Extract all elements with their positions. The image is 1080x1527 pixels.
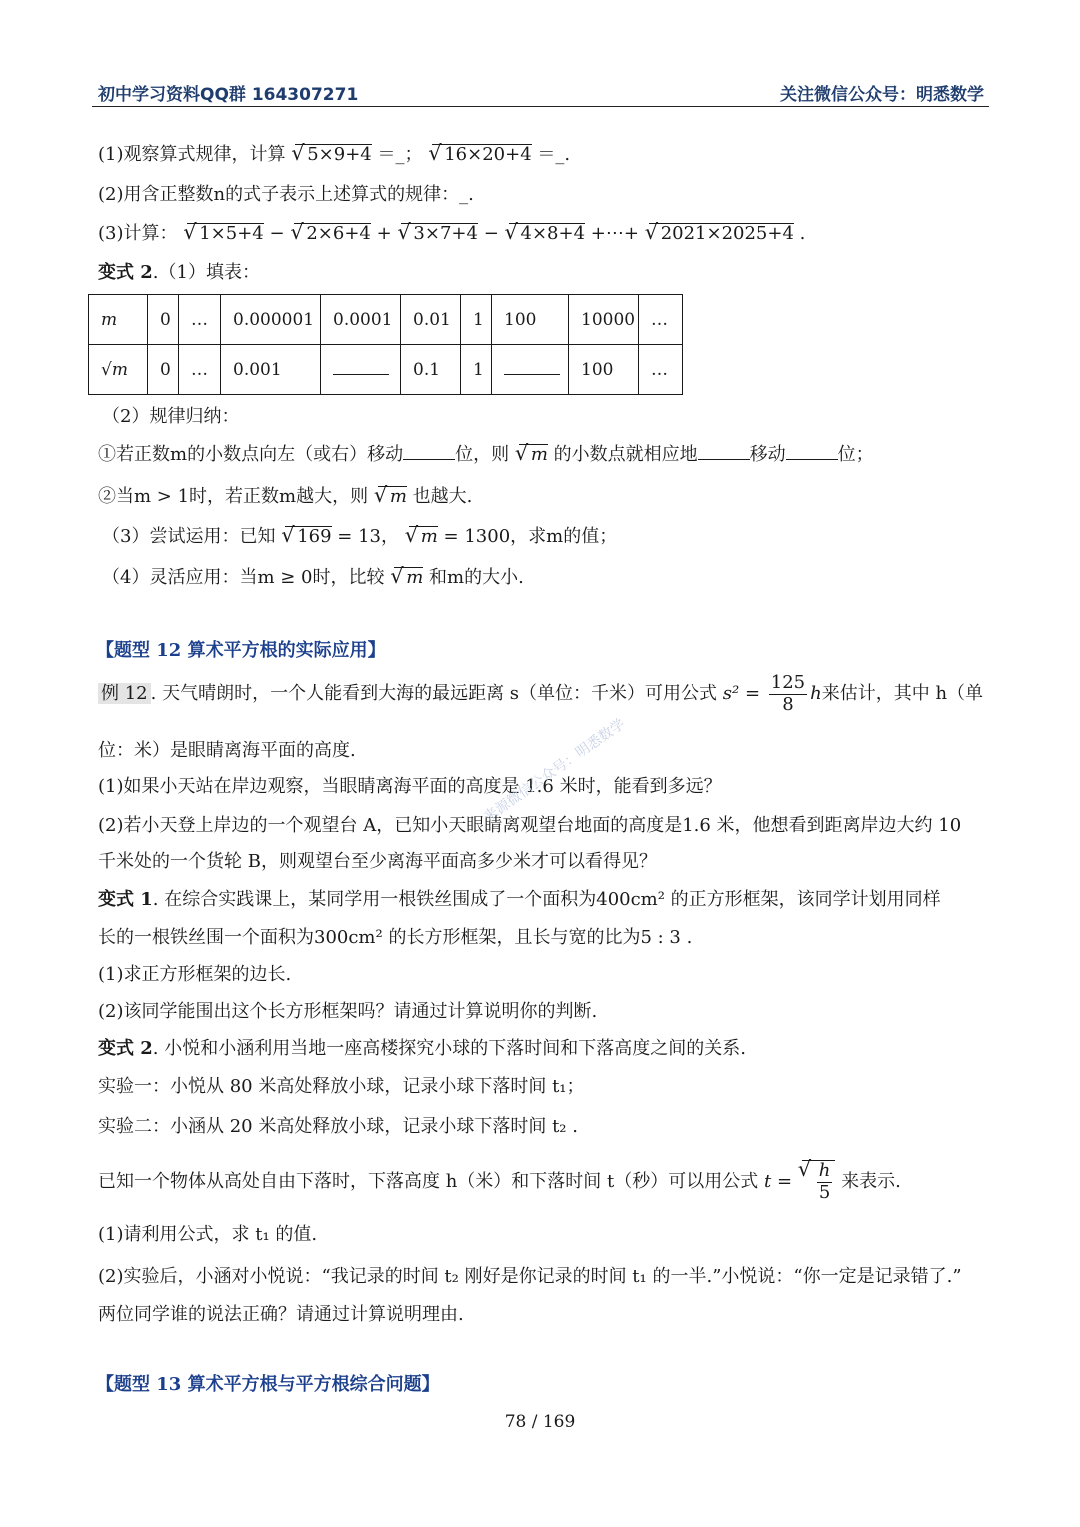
radical [802, 1160, 836, 1203]
fill-table [88, 294, 683, 395]
example12-q1: (1)如果小天站在岸边观察，当眼睛离海平面的高度是 1.6 米时，能看到多远？ [98, 776, 722, 797]
variant1-line1: 变式 1. 在综合实践课上，某同学用一根铁丝围成了一个面积为400cm² 的正方形框架，该同学计划用同样 [98, 889, 941, 910]
table-cell: 100 [492, 295, 569, 345]
variant2b-q2a: (2)实验后，小涵对小悦说：“我记录的时间 t₂ 刚好是你记录的时间 t₁ 的一半.”小悦说：“你一定是记录错了.” [98, 1266, 962, 1287]
table-cell: … [639, 345, 683, 395]
example-label: 例 12 [98, 683, 151, 704]
variant2-rule1: ①若正数m的小数点向左（或右）移动 位，则 √ m 的小数点就相应地 移动 位； [98, 440, 874, 466]
answer-blank [698, 445, 750, 460]
example12-line2: 位：米）是眼睛离海平面的高度. [98, 740, 356, 761]
variant1-q1: (1)求正方形框架的边长. [98, 964, 292, 985]
radical: √ m [394, 567, 423, 589]
table-cell: 0 [148, 345, 179, 395]
section-13-title: 【题型 13 算术平方根与平方根综合问题】 [96, 1374, 440, 1395]
q1-part2: (2)用含正整数n的式子表示上述算式的规律：_. [98, 184, 474, 205]
table-row [89, 295, 683, 345]
table-cell: 0.0001 [321, 295, 401, 345]
answer-blank [333, 362, 389, 375]
table-cell: m [89, 295, 148, 345]
variant2-part2-title: （2）规律归纳： [102, 406, 240, 427]
table-cell: 0 [148, 295, 179, 345]
table-cell: … [179, 345, 221, 395]
header-left: 初中学习资料QQ群 164307271 [98, 85, 359, 105]
table-cell: 0.001 [221, 345, 321, 395]
table-cell: 0.1 [401, 345, 461, 395]
example12-q2b: 千米处的一个货轮 B，则观望台至少离海平面高多少米才可以看得见？ [98, 851, 657, 872]
watermark: 来源微信公众号：明悉数学 [481, 716, 628, 826]
section-12-title: 【题型 12 算术平方根的实际应用】 [96, 640, 386, 661]
answer-blank [504, 362, 560, 375]
answer-blank [786, 445, 838, 460]
header-right: 关注微信公众号：明悉数学 [780, 85, 984, 105]
example12-line1: 例 12 . 天气晴朗时，一个人能看到大海的最远距离 s（单位：千米）可用公式 s² = $\frac{125}{8}$ h来估计，其中 h（单 [98, 673, 983, 715]
radical: √ 5×9+4 [295, 144, 372, 166]
radical: √ m [409, 526, 438, 548]
radical: √ 1×5+4 [187, 223, 264, 245]
table-cell: 1 [461, 295, 492, 345]
variant1-q2: (2)该同学能围出这个长方形框架吗？请通过计算说明你的判断. [98, 1001, 598, 1022]
table-row [89, 345, 683, 395]
table-cell: 1 [461, 345, 492, 395]
radical: √ 2021×2025+4 [649, 223, 794, 245]
variant2b-exp1: 实验一：小悦从 80 米高处释放小球，记录小球下落时间 t₁； [98, 1076, 585, 1097]
radical: √ 169 [285, 526, 331, 548]
table-cell: 10000 [569, 295, 639, 345]
q1-part3: (3)计算： √ 1×5+4 − √ 2×6+4 + √ 3×7+4 − √ 4×8+4 +⋯+ √ 2021×2025+4 . [98, 219, 805, 245]
table-cell: √m [89, 345, 148, 395]
table-cell-blank [492, 345, 569, 395]
table-cell: 0.000001 [221, 295, 321, 345]
variant2b-line1: 变式 2. 小悦和小涵利用当地一座高楼探究小球的下落时间和下落高度之间的关系. [98, 1038, 746, 1059]
variant2b-q2b: 两位同学谁的说法正确？请通过计算说明理由. [98, 1304, 464, 1325]
variant2b-exp2: 实验二：小涵从 20 米高处释放小球，记录小球下落时间 t₂ . [98, 1116, 578, 1137]
q1-part1: (1)观察算式规律，计算 √ 5×9+4 ＝_； √ 16×20+4 ＝_. [98, 140, 570, 166]
example12-q2a: (2)若小天登上岸边的一个观望台 A，已知小天眼睛离观望台地面的高度是1.6 米，他想看到距离岸边大约 10 [98, 815, 962, 836]
radical: √ 2×6+4 [294, 223, 371, 245]
fraction: $\frac{125}{8}$ [770, 672, 806, 715]
table-cell: … [639, 295, 683, 345]
variant2-part3: （3）尝试运用：已知 √ 169 = 13， √ m = 1300，求m的值； [102, 522, 617, 548]
variant2b-known: 已知一个物体从高处自由下落时，下落高度 h（米）和下落时间 t（秒）可以用公式 t = √ $\frac{h}{5}$ 来表示. [98, 1160, 901, 1203]
variant2-rule2: ②当m > 1时，若正数m越大，则 √ m 也越大. [98, 482, 472, 508]
answer-blank [403, 445, 455, 460]
radical: √ 3×7+4 [401, 223, 478, 245]
variant1-line2: 长的一根铁丝围一个面积为300cm² 的长方形框架，且长与宽的比为5 : 3 . [98, 927, 693, 948]
variant2-title: 变式 2.（1）填表： [98, 262, 260, 283]
radical: √ 16×20+4 [432, 144, 531, 166]
fraction: √ $\frac{h}{5}$ [818, 1160, 831, 1203]
table-cell: … [179, 295, 221, 345]
table-cell: 0.01 [401, 295, 461, 345]
page-number: 78 / 169 [504, 1412, 576, 1432]
table-cell-blank [321, 345, 401, 395]
radical: √ 4×8+4 [509, 223, 586, 245]
radical: √ m [519, 444, 548, 466]
variant2b-q1: (1)请利用公式，求 t₁ 的值. [98, 1224, 318, 1245]
radical: √ m [378, 486, 407, 508]
variant2-part4: （4）灵活应用：当m ≥ 0时，比较 √ m 和m的大小. [102, 563, 524, 589]
table-cell: 100 [569, 345, 639, 395]
header-rule [92, 106, 989, 107]
